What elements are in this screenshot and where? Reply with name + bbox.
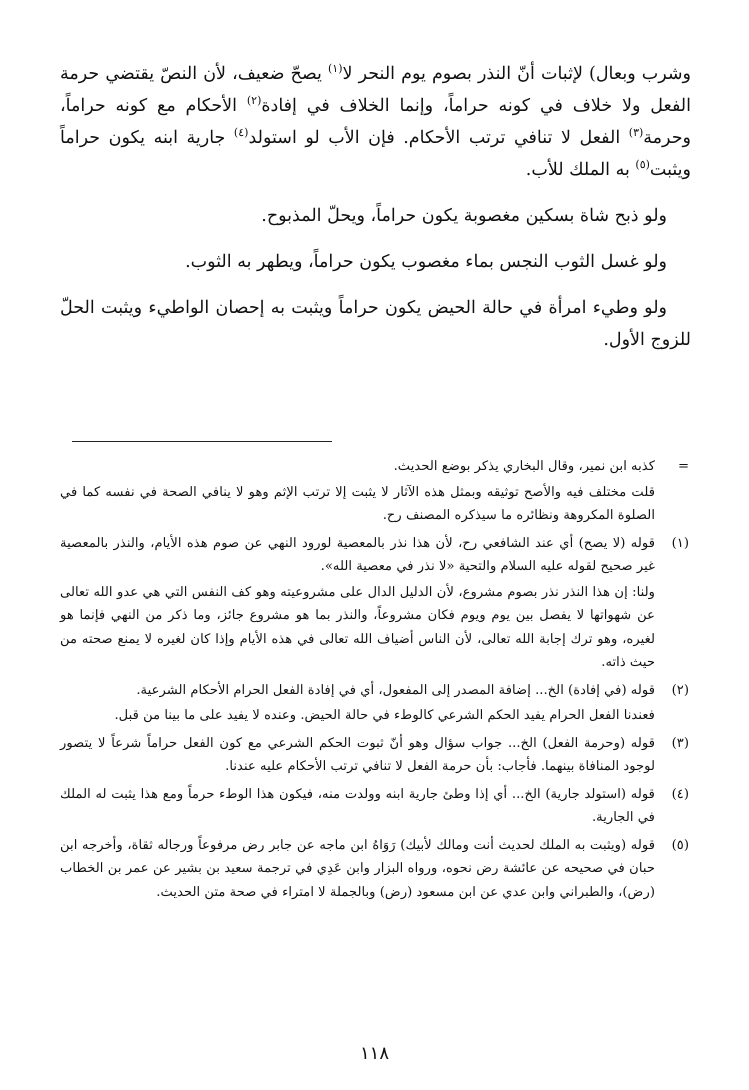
footnote-number: (٥) (671, 837, 689, 853)
text-run: الفعل لا تنافي ترتب الأحكام. فإن الأب لو استولد (248, 128, 629, 148)
footnote-paragraph: فعندنا الفعل الحرام يفيد الحكم الشرعي كالوطء في حالة الحيض. وعنده لا يفيد على ما بينا من قبل. (114, 708, 655, 723)
footnote-ref-5: (٥) (635, 158, 650, 172)
footnote-number: (٣) (671, 735, 689, 751)
text-run: الأحكام مع كونه حراماً، وحرمة (60, 96, 691, 148)
footnote-ref-1: (١) (328, 62, 343, 76)
footnote-ref-3: (٣) (628, 126, 644, 140)
footnote-number: (٤) (671, 786, 689, 802)
footnote-body (60, 532, 655, 675)
footnote (60, 783, 691, 830)
text-run: يصحّ ضعيف، لأن النصّ يقتضي حرمة الفعل ولا خلاف في كونه حراماً، وإنما الخلاف في إفادة (60, 64, 691, 116)
footnote-paragraph: قوله (ويثبت به الملك لحديث أنت ومالك لأبيك) رَوَاهُ ابن ماجه عن جابر رض مرفوعاً ورجاله ثقاة، وأخرجه ابن حبان في صحيحه عن عائشة رض نحوه، ورواه البزار وابن عَدِي في ترجمة سعيد بن بشير عن عمر بن الخطاب (رض)، والطبراني وابن عدي عن ابن مسعود (رض) وبالجملة لا امتراء في صحة متن الحديث. (60, 837, 655, 900)
main-paragraph-3: ولو غسل الثوب النجس بماء مغصوب يكون حراماً، ويطهر به الثوب. (185, 252, 667, 272)
main-paragraph-4: ولو وطيء امرأة في حالة الحيض يكون حراماً ويثبت به إحصان الواطيء ويثبت الحلّ للزوج الأول. (60, 298, 691, 350)
footnote-ref-2: (٢) (246, 94, 262, 108)
footnote-paragraph: قوله (استولد جارية) الخ... أي إذا وطئ جارية ابنه وولدت منه، فيكون هذا الوطء حرماً ومع هذا يثبت له الملك في الجارية. (60, 786, 655, 825)
main-paragraph-1 (60, 58, 691, 186)
footnote-paragraph: ولنا: إن هذا النذر نذر بصوم مشروع، لأن الدليل الدال على مشروعيته وهو كف النفس التي هي عدو الله تعالى عن شهواتها لا يفصل بين يوم ويوم فكان مشروعاً، والنذر بما هو مشروع جائز، وما ذكر من النهي فإنما هو لغيره، وهو ترك إجابة الله تعالى، لأن الناس أضياف الله تعالى في هذه الأيام وإذا كان لغيره لا يمنع صحته من حيث ذاته. (60, 584, 655, 670)
footnote (60, 455, 691, 528)
footnote-paragraph: قوله (لا يصح) أي عند الشافعي رح، لأن هذا نذر بالمعصية لورود النهي عن صوم هذه الأيام، والنذر بالمعصية غير صحيح لقوله عليه السلام والتحية «لا نذر في معصية الله». (60, 535, 655, 574)
page-number: ١١٨ (359, 1043, 389, 1064)
footnote (60, 834, 691, 905)
footnote (60, 532, 691, 675)
footnote-body (60, 455, 655, 528)
footnote (60, 679, 691, 728)
footnote-separator (72, 441, 332, 442)
footnote-paragraph: قوله (في إفادة) الخ... إضافة المصدر إلى المفعول، أي في إفادة الفعل الحرام الأحكام الشرعية. (136, 682, 655, 698)
footnote-body (60, 783, 655, 830)
footnote-body (60, 732, 655, 779)
footnote-paragraph: قوله (وحرمة الفعل) الخ... جواب سؤال وهو أنّ ثبوت الحكم الشرعي مع كون الفعل حراماً شرعاً لا يتصور لوجود المنافاة بينهما. فأجاب: بأن حرمة الفعل لا تنافي ترتب الأحكام عليه عندنا. (60, 735, 655, 774)
footnote-ref-4: (٤) (233, 126, 249, 140)
footnote-number: (٢) (671, 682, 689, 698)
main-text (60, 58, 691, 356)
main-paragraph-2: ولو ذبح شاة بسكين مغصوبة يكون حراماً، ويحلّ المذبوح. (261, 206, 667, 226)
footnote-paragraph: قلت مختلف فيه والأصح توثيقه وبمثل هذه الآثار لا يثبت إلا ترتب الإثم وهو لا ينافي الصحة في نفسه كما في الصلوة المكروهة ونظائره ما سيذكره المصنف رح. (60, 484, 655, 523)
text-run: به الملك للأب. (525, 160, 636, 180)
footnote (60, 732, 691, 779)
footnotes-section (60, 455, 691, 908)
footnote-paragraph: كذبه ابن نمير، وقال البخاري يذكر بوضع الحديث. (393, 459, 655, 474)
footnote-number: (١) (671, 535, 689, 551)
footnote-body (60, 679, 655, 728)
text-run: وشرب وبعال) لإثبات أنّ النذر بصوم يوم النحر لا (342, 64, 691, 84)
text-run: جارية ابنه يكون حراماً ويثبت (60, 128, 691, 180)
footnote-number: = (677, 459, 689, 474)
footnote-body (60, 834, 655, 905)
